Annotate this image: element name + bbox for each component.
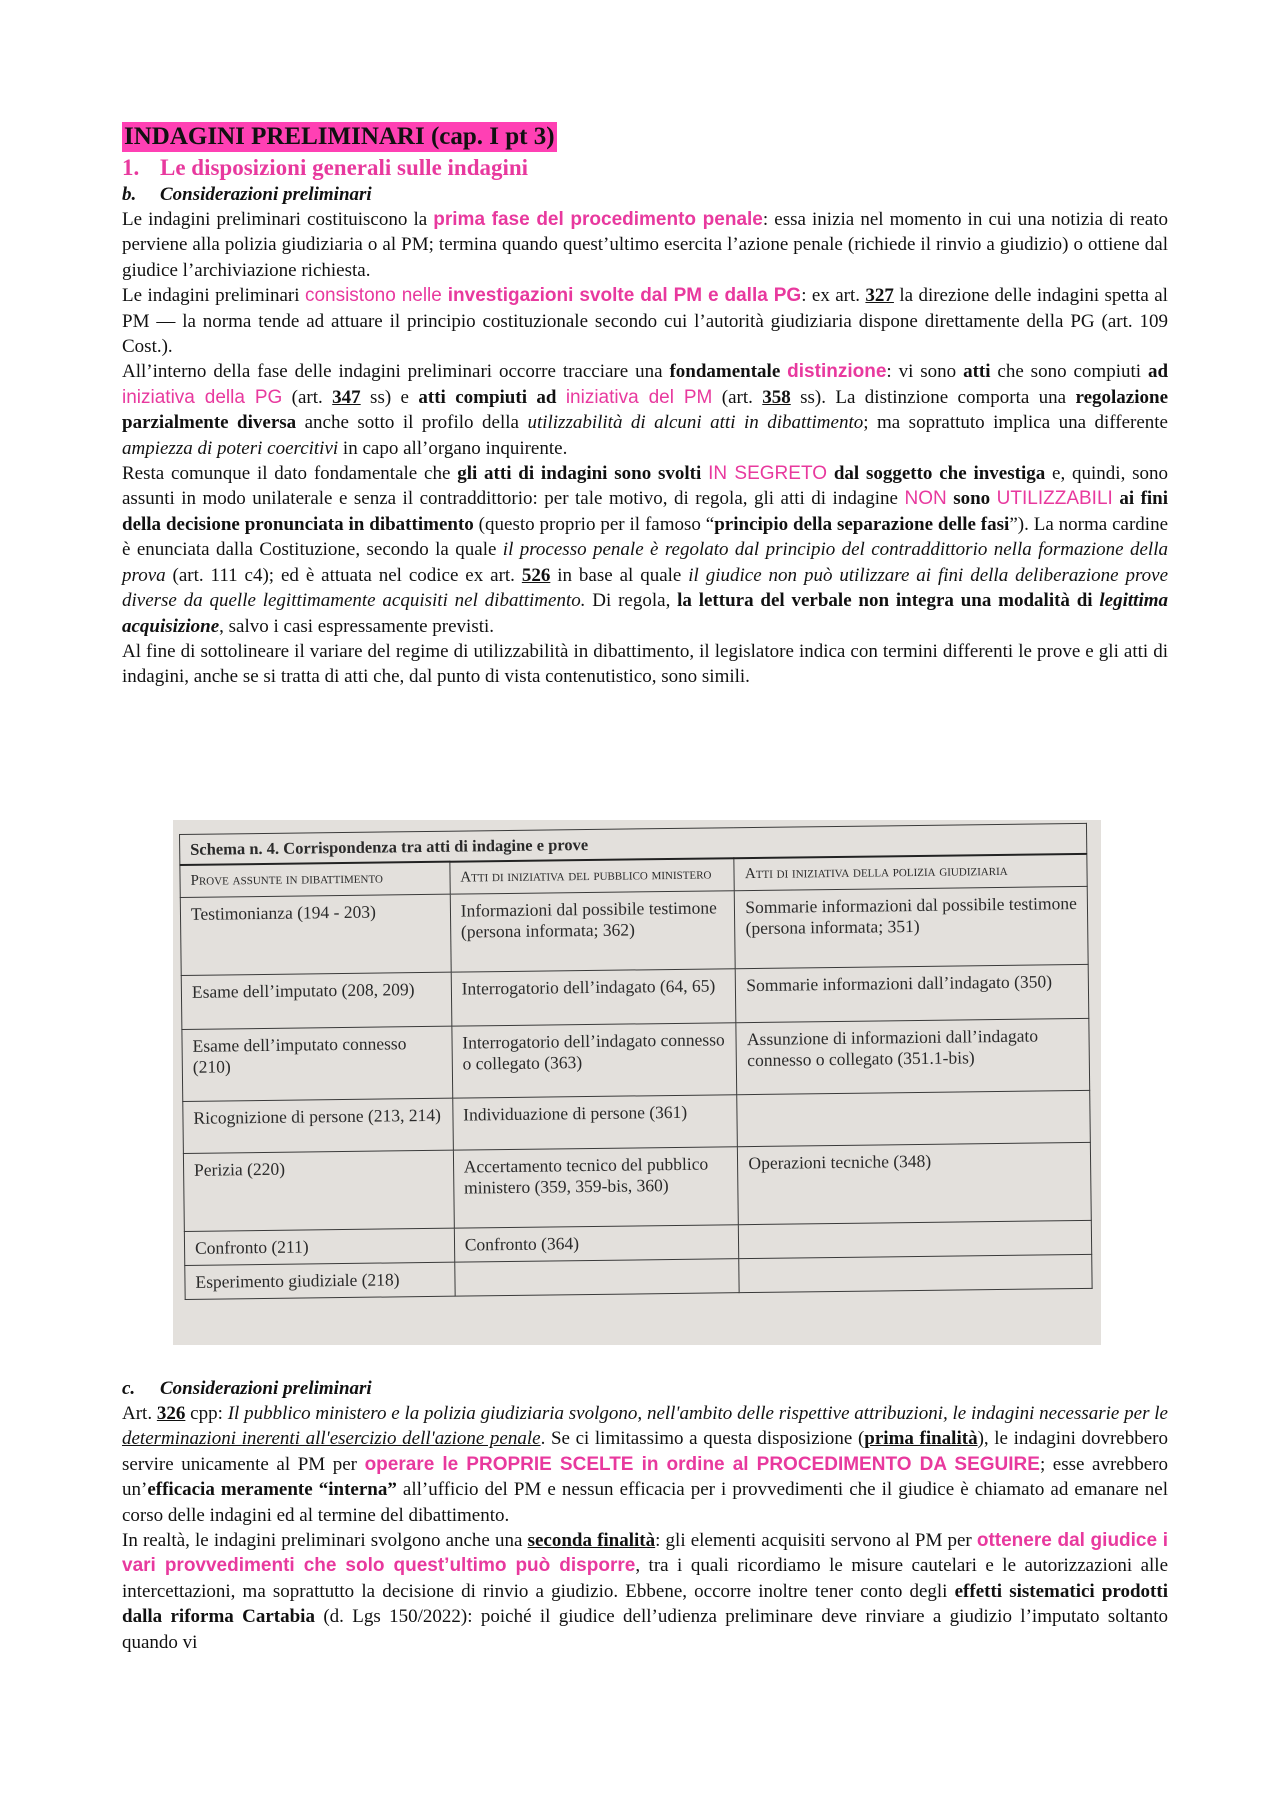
text-run: Le indagini preliminari xyxy=(122,285,305,307)
italic-run: Il pubblico ministero e la polizia giudiziaria svolgono, nell'ambito delle rispettive attribuzioni, le indagini necessarie per le xyxy=(227,1403,1168,1424)
text-run: . Se ci limitassimo a questa disposizione ( xyxy=(540,1428,865,1450)
text-run xyxy=(827,463,834,484)
text-run: Resta comunque il dato fondamentale che xyxy=(122,463,458,485)
subsection-heading-b xyxy=(122,182,1168,207)
text-run: Art. xyxy=(122,1403,157,1424)
text-run: (art. xyxy=(282,386,333,408)
article-ref: 327 xyxy=(865,285,894,307)
paragraph-3 xyxy=(122,359,1168,461)
table-cell: Esperimento giudiziale (218) xyxy=(185,1262,455,1299)
subsection-label: Considerazioni preliminari xyxy=(160,1378,372,1399)
bold-italic-run: legittima acquisizione xyxy=(122,590,1168,637)
text-run: ”). La norma cardine è enunciata dalla Costituzione, secondo la quale xyxy=(122,513,1168,561)
table-cell xyxy=(737,1090,1090,1146)
text-run: : essa inizia nel momento in cui una notizia di reato perviene alla polizia giudiziaria o al PM; termina quando quest’ultimo esercita l’azione penale (richiede il rinvio a giudizio) o ottiene dal giudice l’archiviazione richiesta. xyxy=(122,209,1168,281)
text-run: in base al quale xyxy=(550,564,689,586)
subsection-label: Considerazioni preliminari xyxy=(160,184,372,205)
text-run: che sono compiuti xyxy=(990,361,1148,383)
italic-run: utilizzabilità di alcuni atti in dibattimento xyxy=(527,412,864,434)
text-run: In realtà, le indagini preliminari svolgono anche una xyxy=(122,1530,528,1552)
text-run: (d. Lgs 150/2022): poiché il giudice dell’udienza preliminare deve rinviare a giudizio l’imputato soltanto quando vi xyxy=(122,1606,1168,1653)
article-ref: 326 xyxy=(156,1403,186,1424)
bold-run: dal soggetto che investiga xyxy=(833,463,1046,485)
schema-caption: Schema n. 4. Corrispondenza tra atti di indagine e prove xyxy=(180,823,1087,865)
text-run xyxy=(556,387,565,408)
table-cell xyxy=(739,1220,1092,1258)
section-heading xyxy=(122,153,1168,182)
italic-run: il processo penale è regolato dal principio del contraddittorio nella formazione della prova xyxy=(122,539,1168,586)
bold-run: effetti sistematici prodotti dalla riforma Cartabia xyxy=(122,1580,1168,1628)
text-run: la direzione delle indagini spetta al PM — la norma tende ad attuare il principio costituzionale secondo cui l’autorità giudiziaria dispone direttamente della PG (art. 109 Cost.). xyxy=(122,285,1168,358)
table-cell: Informazioni dal possibile testimone (persona informata; 362) xyxy=(450,891,736,972)
article-ref: 526 xyxy=(521,564,551,586)
highlight-run: consistono nelle xyxy=(304,285,448,307)
article-ref: 347 xyxy=(332,386,361,408)
subsection-heading-c xyxy=(122,1376,1168,1401)
underline-bold-run: seconda finalità xyxy=(527,1530,656,1552)
subsection-number: b. xyxy=(122,184,137,205)
bold-run: ai fini della decisione pronunciata in dibattimento xyxy=(122,488,1169,535)
table-cell: Perizia (220) xyxy=(183,1150,454,1231)
text-run: ; esse avrebbero un’ xyxy=(122,1453,1168,1501)
text-run: All’interno della fase delle indagini preliminari occorre tracciare una xyxy=(122,361,670,383)
bold-run: regolazione parzialmente diversa xyxy=(122,386,1169,434)
table-row xyxy=(180,886,1088,975)
table-cell: Esame dell’imputato connesso (210) xyxy=(182,1026,453,1101)
text-run: all’ufficio del PM e nessun efficacia per i provvedimenti che il giudice è chiamato ad emanare nel corso delle indagini ed al termine del dibattimento. xyxy=(122,1479,1168,1526)
table-cell: Assunzione di informazioni dall’indagato connesso o collegato (351.1-bis) xyxy=(736,1018,1089,1094)
article-ref: 358 xyxy=(762,386,791,408)
text-run: , tra i quali ricordiamo le misure cautelari e le autorizzazioni alle intercettazioni, ma soprattutto la decisione di rinvio a giudizio. Ebbene, occorre inoltre tener conto degli xyxy=(122,1555,1169,1602)
bold-run: efficacia meramente “interna” xyxy=(147,1479,397,1501)
document-page-continued xyxy=(122,1376,1168,1655)
page-title: INDAGINI PRELIMINARI (cap. I pt 3) xyxy=(124,123,555,150)
bold-run: la lettura del verbale non integra una modalità di xyxy=(677,590,1100,612)
section-label: Le disposizioni generali sulle indagini xyxy=(160,155,529,180)
table-cell: Individuazione di persone (361) xyxy=(452,1095,737,1150)
text-run: , salvo i casi espressamente previsti. xyxy=(219,615,495,637)
table-cell: Operazioni tecniche (348) xyxy=(738,1142,1092,1224)
document-page xyxy=(122,122,1168,690)
highlight-run: operare le PROPRIE SCELTE in ordine al PROCEDIMENTO DA SEGUIRE xyxy=(364,1453,1040,1475)
text-run: anche sotto il profilo della xyxy=(296,412,528,434)
text-run: (questo proprio per il famoso “ xyxy=(473,513,715,535)
section-number: 1. xyxy=(122,155,140,180)
table-cell: Confronto (211) xyxy=(184,1228,454,1265)
text-run: e, quindi, sono assunti in modo unilaterale e senza il contraddittorio: per tale motivo, di regola, gli atti di indagine xyxy=(122,463,1169,510)
highlight-run: distinzione xyxy=(787,361,887,383)
paragraph-1 xyxy=(122,207,1168,283)
table-cell: Ricognizione di persone (213, 214) xyxy=(183,1098,453,1153)
table-cell: Sommarie informazioni dall’indagato (350) xyxy=(736,964,1089,1022)
paragraph-2 xyxy=(122,283,1168,359)
paragraph-6 xyxy=(122,1401,1168,1528)
table-cell: Confronto (364) xyxy=(454,1225,739,1262)
paragraph-4 xyxy=(122,461,1168,639)
column-header: Atti di iniziativa della polizia giudiziaria xyxy=(734,854,1087,891)
column-header: Atti di iniziativa del pubblico ministero xyxy=(450,858,735,894)
bold-run: gli atti di indagini sono svolti xyxy=(457,463,702,485)
paragraph-7 xyxy=(122,1528,1168,1655)
bold-run: principio della separazione delle fasi xyxy=(714,513,1010,535)
bold-run: atti xyxy=(963,361,991,383)
text-run: : gli elementi acquisiti servono al PM per xyxy=(655,1530,977,1552)
text-run: cpp: xyxy=(185,1403,228,1424)
paragraph-5: Al fine di sottolineare il variare del regime di utilizzabilità in dibattimento, il legislatore indica con termini differenti le prove e gli atti di indagini, anche se si tratta di atti che, dal punto di vista contenutistico, sono simili. xyxy=(122,640,1168,688)
table-cell: Interrogatorio dell’indagato connesso o collegato (363) xyxy=(452,1023,738,1098)
subsection-number: c. xyxy=(122,1378,136,1399)
column-header: Prove assunte in dibattimento xyxy=(180,862,450,898)
text-run: ; ma soprattuto implica una differente xyxy=(863,412,1168,434)
table-cell: Interrogatorio dell’indagato (64, 65) xyxy=(451,969,736,1026)
bold-run: sono xyxy=(953,488,991,510)
text-run: ss) e xyxy=(360,386,419,408)
highlight-run: iniziativa della PG xyxy=(122,386,283,408)
text-run: : ex art. xyxy=(801,285,866,307)
schema-table xyxy=(179,823,1093,1300)
schema-table-image xyxy=(173,820,1101,1345)
text-run: (art. 111 c4); ed è attuata nel codice ex art. xyxy=(165,564,522,586)
table-cell xyxy=(739,1254,1092,1292)
text-run: ), le indagini dovrebbero servire unicamente al PM per xyxy=(122,1428,1168,1475)
table-cell xyxy=(454,1259,739,1296)
text-run: : vi sono xyxy=(886,361,964,383)
italic-run: ampiezza di poteri coercitivi xyxy=(122,437,339,459)
table-row xyxy=(183,1142,1091,1231)
highlight-run: ottenere dal giudice i vari provvedimenti che solo quest’ultimo può disporre xyxy=(122,1530,1169,1577)
highlight-run: iniziativa del PM xyxy=(565,386,713,408)
italic-run: il giudice non può utilizzare ai fini della deliberazione prove diverse da quelle legittimamente acquisiti nel dibattimento. xyxy=(122,564,1168,612)
highlight-run: UTILIZZABILI xyxy=(996,488,1113,510)
text-run: ss). La distinzione comporta una xyxy=(790,386,1076,408)
bold-run: fondamentale xyxy=(669,361,781,383)
text-run: in capo all’organo inquirente. xyxy=(338,437,568,459)
italic-underline-run: determinazioni inerenti all'esercizio dell'azione penale xyxy=(122,1428,541,1450)
table-cell: Sommarie informazioni dal possibile testimone (persona informata; 351) xyxy=(735,886,1089,968)
table-row xyxy=(182,1018,1090,1101)
bold-run: atti compiuti ad xyxy=(418,386,557,408)
table-cell: Accertamento tecnico del pubblico ministero (359, 359-bis, 360) xyxy=(453,1147,739,1228)
table-cell: Testimonianza (194 - 203) xyxy=(180,894,451,975)
highlight-run: investigazioni svolte dal PM e dalla PG xyxy=(447,285,802,307)
bold-run: ad xyxy=(1147,361,1169,383)
text-run: Di regola, xyxy=(585,590,678,612)
table-cell: Esame dell’imputato (208, 209) xyxy=(181,972,451,1029)
highlight-run: prima fase del procedimento penale xyxy=(433,209,763,230)
text-run: (art. xyxy=(712,386,763,408)
text-run: Le indagini preliminari costituiscono la xyxy=(122,209,434,230)
highlight-run: IN SEGRETO xyxy=(708,463,827,485)
underline-bold-run: prima finalità xyxy=(864,1428,978,1450)
highlight-run: NON xyxy=(904,488,947,510)
